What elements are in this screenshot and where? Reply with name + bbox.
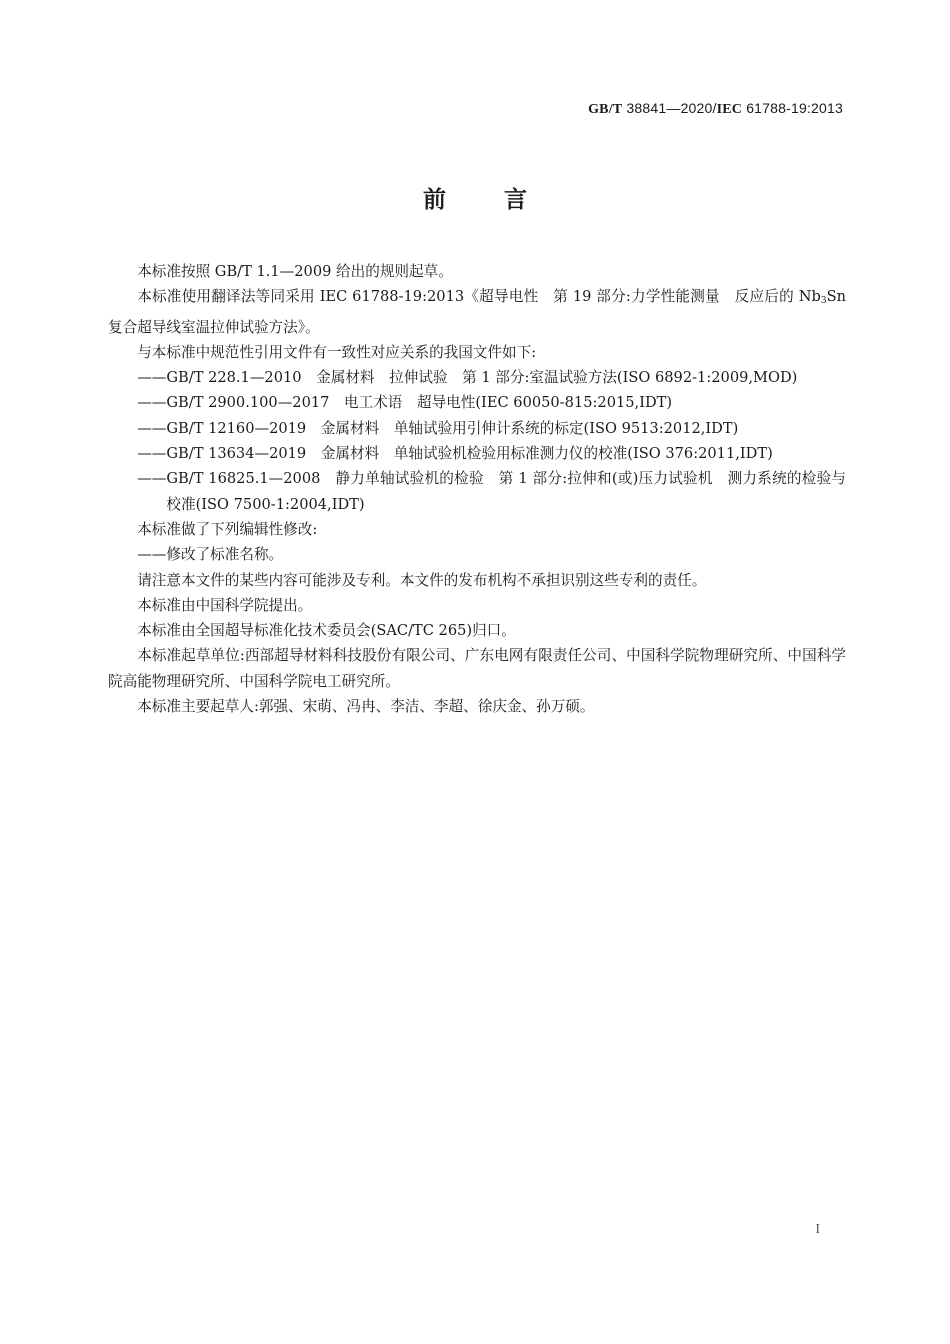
edit-item: ——修改了标准名称。 (137, 546, 284, 564)
paragraph-proposed-by: 本标准由中国科学院提出。 (137, 596, 313, 614)
reference-item: ——GB/T 12160—2019 金属材料 单轴试验用引伸计系统的标定(ISO 9513:2012,IDT) (137, 419, 739, 437)
title-char-1: 前 (423, 187, 446, 213)
paragraph-patent-notice: 请注意本文件的某些内容可能涉及专利。本文件的发布机构不承担识别这些专利的责任。 (137, 571, 707, 589)
document-header (588, 100, 843, 118)
paragraph-adoption: 本标准使用翻译法等同采用 IEC 61788-19:2013《超导电性 第 19 部分:力学性能测量 反应后的 $Nb_3Sn$ 复合超导线室温拉伸试验方法》。 (108, 288, 846, 336)
standard-prefix: GB/T (588, 102, 623, 117)
reference-item: ——GB/T 2900.100—2017 电工术语 超导电性(IEC 60050-815:2015,IDT) (137, 394, 673, 412)
paragraph-drafters: 本标准主要起草人:郭强、宋萌、冯冉、李洁、李超、徐庆金、孙万硕。 (137, 698, 595, 716)
reference-item: ——GB/T 13634—2019 金属材料 单轴试验机检验用标准测力仪的校准(ISO 376:2011,IDT) (137, 445, 773, 463)
paragraph-drafting-rules: 本标准按照 GB/T 1.1—2009 给出的规则起草。 (137, 263, 453, 280)
standard-number: 38841—2020/ (622, 100, 717, 116)
page-number: I (815, 1222, 820, 1237)
paragraph-drafting-units: 本标准起草单位:西部超导材料科技股份有限公司、广东电网有限责任公司、中国科学院物理研究所、中国科学院高能物理研究所、中国科学院电工研究所。 (108, 647, 846, 690)
foreword-body (108, 259, 846, 719)
iec-number: 61788-19:2013 (742, 100, 843, 116)
paragraph-under-jurisdiction: 本标准由全国超导标准化技术委员会(SAC/TC 265)归口。 (137, 622, 516, 640)
paragraph-references-intro: 与本标准中规范性引用文件有一致性对应关系的我国文件如下: (137, 343, 537, 361)
reference-item: ——GB/T 228.1—2010 金属材料 拉伸试验 第 1 部分:室温试验方法(ISO 6892-1:2009,MOD) (137, 369, 798, 387)
title-char-2: 言 (504, 187, 527, 213)
reference-item: ——GB/T 16825.1—2008 静力单轴试验机的检验 第 1 部分:拉伸和(或)压力试验机 测力系统的检验与校准(ISO 7500-1:2004,IDT) (137, 470, 846, 513)
page-title (0, 181, 950, 214)
iec-prefix: IEC (716, 102, 743, 117)
paragraph-edits-intro: 本标准做了下列编辑性修改: (137, 520, 318, 538)
